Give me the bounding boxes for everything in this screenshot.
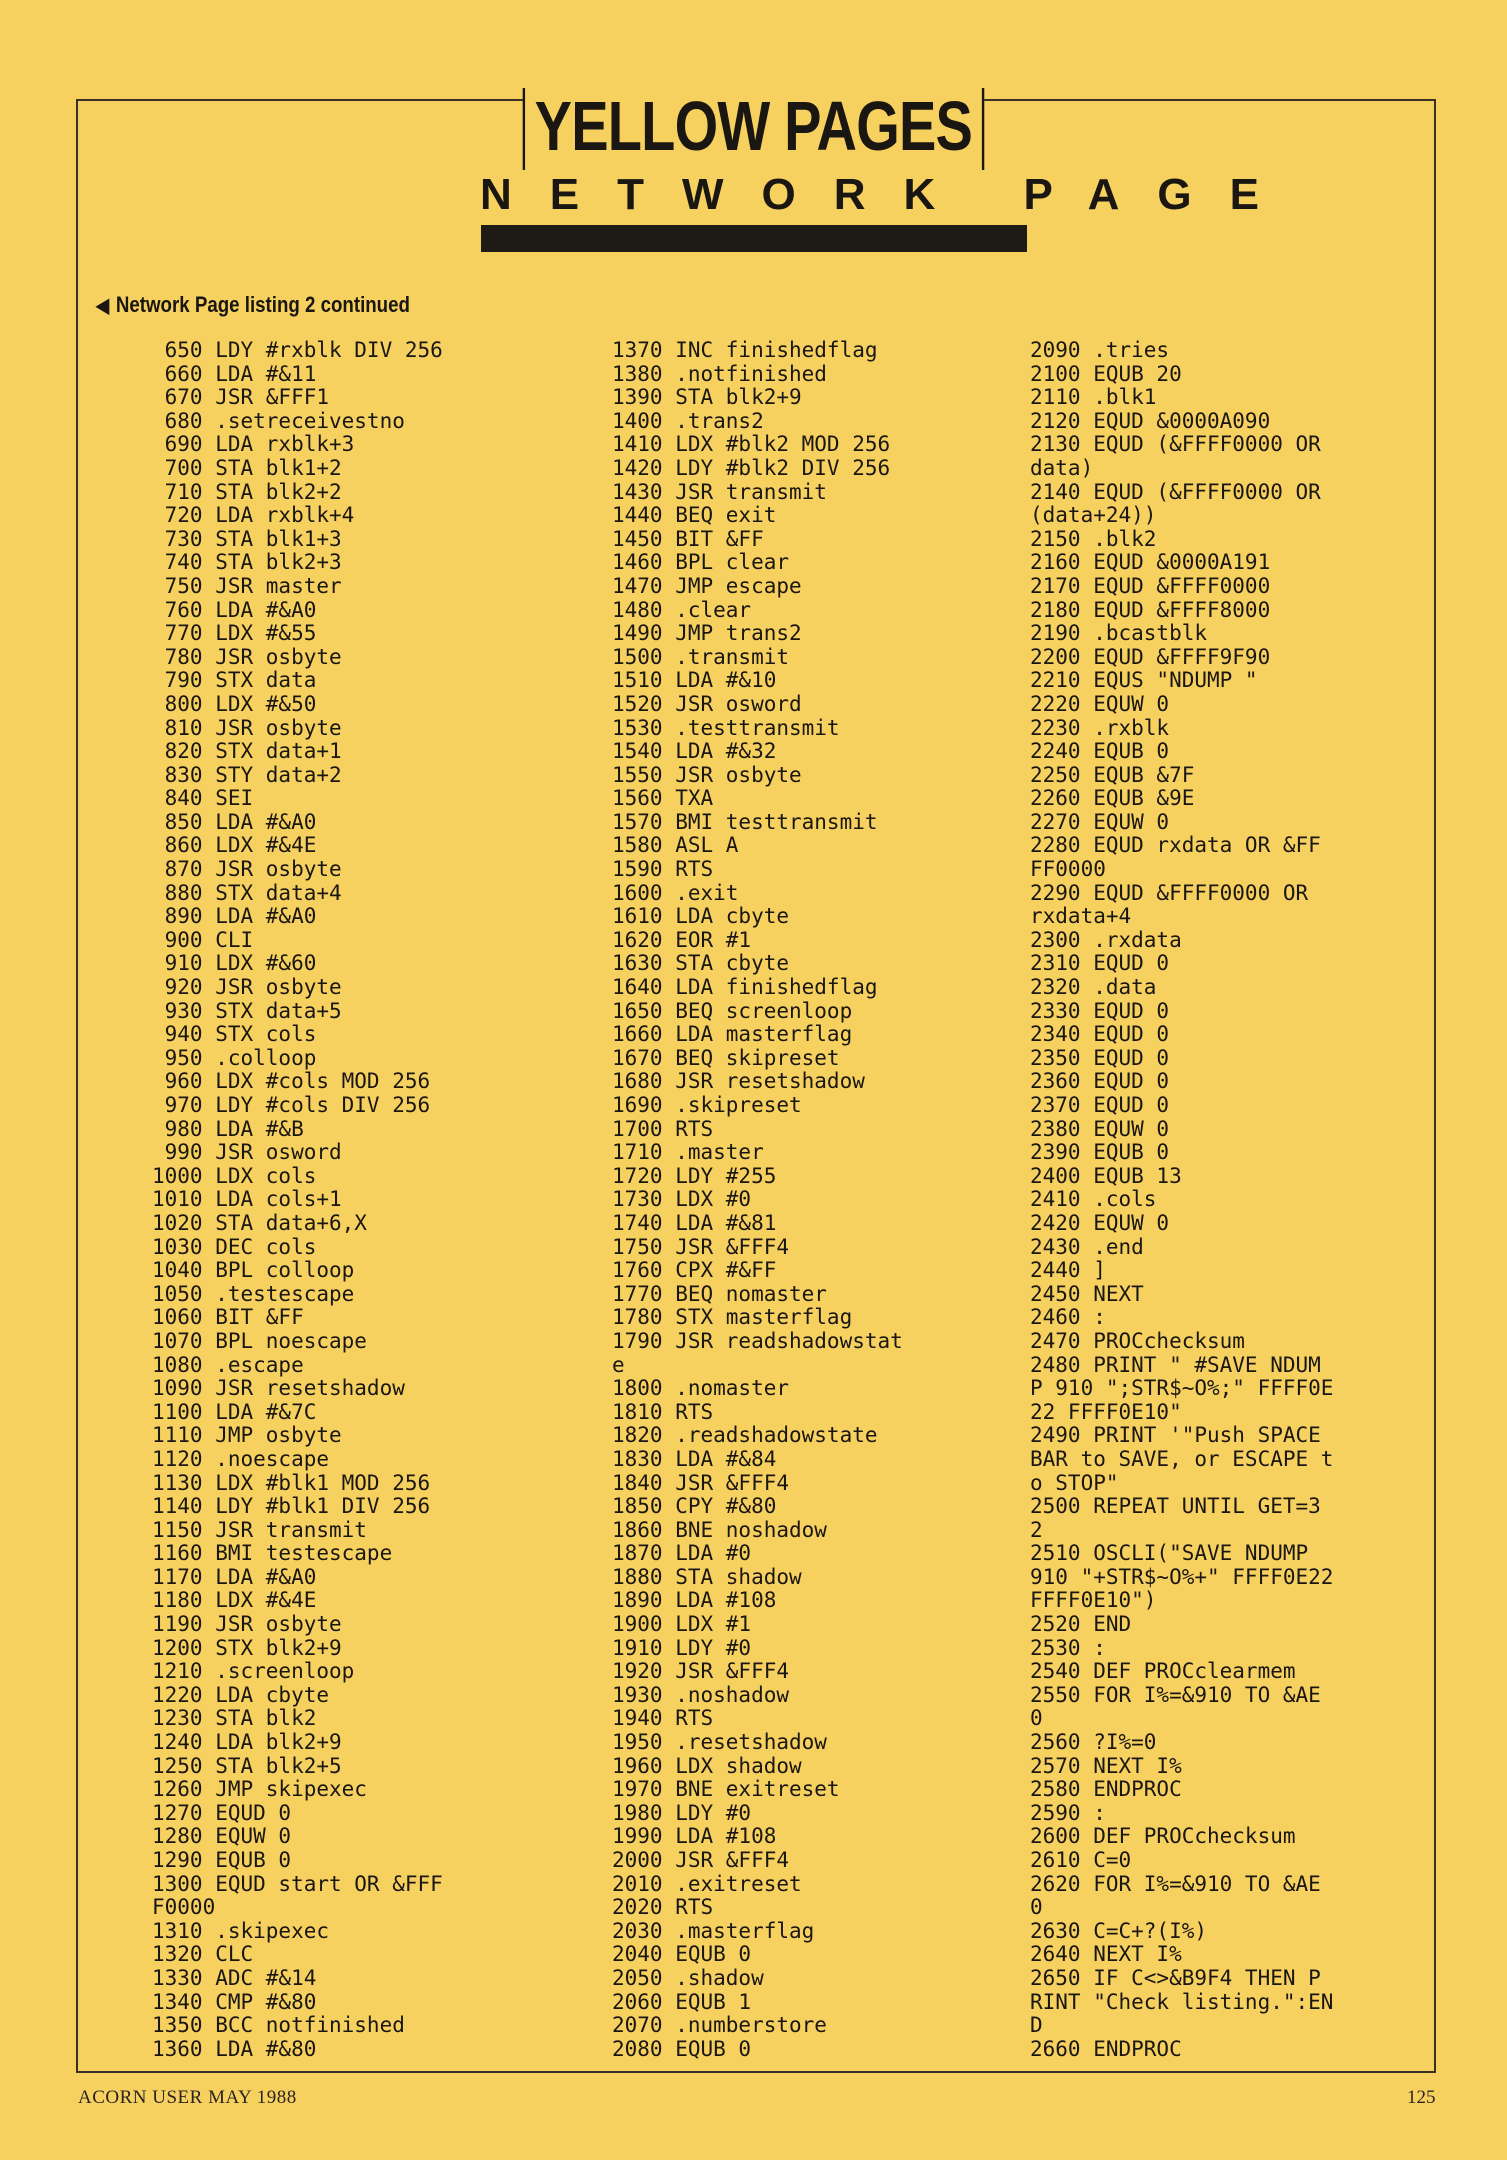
code-line: 0 — [1030, 1706, 1043, 1731]
code-line: 2170 EQUD &FFFF0000 — [1030, 573, 1271, 598]
code-line: 730 STA blk1+3 — [152, 526, 342, 551]
code-line: 2220 EQUW 0 — [1030, 691, 1170, 716]
code-line: 2160 EQUD &0000A191 — [1030, 550, 1271, 575]
code-line: 1590 RTS — [612, 857, 714, 882]
code-line: 1660 LDA masterflag — [612, 1022, 853, 1047]
code-line: 990 JSR osword — [152, 1140, 342, 1165]
code-line: 2480 PRINT " #SAVE NDUM — [1030, 1352, 1321, 1377]
code-line: 700 STA blk1+2 — [152, 455, 342, 480]
code-line: 2100 EQUB 20 — [1030, 361, 1182, 386]
code-line: 1890 LDA #108 — [612, 1588, 777, 1613]
code-line: 2320 .data — [1030, 975, 1157, 1000]
footer-issue: ACORN USER MAY 1988 — [78, 2087, 297, 2108]
code-line: 1940 RTS — [612, 1706, 714, 1731]
code-line: 2300 .rxdata — [1030, 927, 1182, 952]
code-line: 2530 : — [1030, 1635, 1106, 1660]
code-line: 1070 BPL noescape — [152, 1328, 367, 1353]
code-line: 1000 LDX cols — [152, 1163, 317, 1188]
code-line: 2040 EQUB 0 — [612, 1942, 752, 1967]
code-line: 2620 FOR I%=&910 TO &AE — [1030, 1871, 1321, 1896]
code-line: F0000 — [152, 1895, 216, 1920]
listing-column-1 — [152, 339, 443, 2061]
code-line: 2240 EQUB 0 — [1030, 739, 1170, 764]
code-line: P 910 ";STR$~O%;" FFFF0E — [1030, 1376, 1334, 1401]
code-line: 680 .setreceivestno — [152, 408, 405, 433]
code-line: 2610 C=0 — [1030, 1848, 1132, 1872]
code-line: 2210 EQUS "NDUMP " — [1030, 668, 1258, 693]
code-line: 1240 LDA blk2+9 — [152, 1730, 342, 1755]
code-line: 2510 OSCLI("SAVE NDUMP — [1030, 1541, 1309, 1566]
code-line: 2490 PRINT '"Push SPACE — [1030, 1423, 1321, 1448]
code-line: 920 JSR osbyte — [152, 975, 342, 1000]
code-line: 2400 EQUB 13 — [1030, 1163, 1182, 1188]
code-line: 1170 LDA #&A0 — [152, 1564, 317, 1589]
code-line: 1130 LDX #blk1 MOD 256 — [152, 1470, 431, 1495]
code-line: 2410 .cols — [1030, 1187, 1157, 1212]
code-line: 910 "+STR$~O%+" FFFF0E22 — [1030, 1564, 1334, 1589]
code-line: 720 LDA rxblk+4 — [152, 503, 355, 528]
code-line: 1860 BNE noshadow — [612, 1517, 827, 1542]
code-line: 1560 TXA — [612, 786, 714, 811]
code-line: 2640 NEXT I% — [1030, 1942, 1182, 1967]
code-line: 860 LDX #&4E — [152, 833, 317, 858]
code-line: 1290 EQUB 0 — [152, 1848, 292, 1872]
code-line: 1390 STA blk2+9 — [612, 385, 802, 410]
code-line: 1790 JSR readshadowstat — [612, 1328, 903, 1353]
code-line: 2140 EQUD (&FFFF0000 OR — [1030, 479, 1321, 504]
code-line: 1270 EQUD 0 — [152, 1800, 292, 1825]
code-line: 1200 STX blk2+9 — [152, 1635, 342, 1660]
code-line: 2590 : — [1030, 1800, 1106, 1825]
code-line: 1870 LDA #0 — [612, 1541, 752, 1566]
code-line: 1810 RTS — [612, 1399, 714, 1424]
code-line: 1550 JSR osbyte — [612, 762, 802, 787]
code-line: 1430 JSR transmit — [612, 479, 827, 504]
code-line: 2060 EQUB 1 — [612, 1989, 752, 2014]
code-line: 940 STX cols — [152, 1022, 317, 1047]
code-line: 1770 BEQ nomaster — [612, 1281, 827, 1306]
code-line: 1370 INC finishedflag — [612, 338, 878, 362]
code-line: 2270 EQUW 0 — [1030, 809, 1170, 834]
code-line: 1180 LDX #&4E — [152, 1588, 317, 1613]
code-line: 1620 EOR #1 — [612, 927, 752, 952]
code-line: 910 LDX #&60 — [152, 951, 317, 976]
code-line: 1670 BEQ skipreset — [612, 1045, 840, 1070]
code-line: 2120 EQUD &0000A090 — [1030, 408, 1271, 433]
code-line: 1280 EQUW 0 — [152, 1824, 292, 1849]
code-line: 1780 STX masterflag — [612, 1305, 853, 1330]
code-line: 1520 JSR osword — [612, 691, 802, 716]
code-line: 780 JSR osbyte — [152, 644, 342, 669]
code-line: 1610 LDA cbyte — [612, 904, 790, 929]
code-line: 2460 : — [1030, 1305, 1106, 1330]
code-line: 2080 EQUB 0 — [612, 2036, 752, 2061]
subtitle-bar — [481, 225, 1027, 252]
code-line: 2600 DEF PROCchecksum — [1030, 1824, 1296, 1849]
code-line: 2130 EQUD (&FFFF0000 OR — [1030, 432, 1321, 457]
code-line: 890 LDA #&A0 — [152, 904, 317, 929]
code-line: 2340 EQUD 0 — [1030, 1022, 1170, 1047]
code-line: 2150 .blk2 — [1030, 526, 1157, 551]
code-line: 1650 BEQ screenloop — [612, 998, 853, 1023]
code-line: 2660 ENDPROC — [1030, 2036, 1182, 2061]
code-line: 2650 IF C<>&B9F4 THEN P — [1030, 1965, 1321, 1990]
code-line: 1710 .master — [612, 1140, 764, 1165]
code-line: 1910 LDY #0 — [612, 1635, 752, 1660]
code-line: 1690 .skipreset — [612, 1093, 802, 1117]
code-line: 650 LDY #rxblk DIV 256 — [152, 338, 443, 362]
code-line: 1230 STA blk2 — [152, 1706, 317, 1731]
code-line: 1090 JSR resetshadow — [152, 1376, 405, 1401]
code-line: 690 LDA rxblk+3 — [152, 432, 355, 457]
code-line: 950 .colloop — [152, 1045, 317, 1070]
code-line: 2350 EQUD 0 — [1030, 1045, 1170, 1070]
code-line: 2310 EQUD 0 — [1030, 951, 1170, 976]
code-line: data) — [1030, 455, 1094, 480]
code-line: 1300 EQUD start OR &FFF — [152, 1871, 443, 1896]
code-line: 1570 BMI testtransmit — [612, 809, 878, 834]
code-line: 2280 EQUD rxdata OR &FF — [1030, 833, 1321, 858]
code-line: 0 — [1030, 1895, 1043, 1920]
code-line: 1120 .noescape — [152, 1446, 330, 1471]
continued-label: Network Page listing 2 continued — [115, 292, 410, 317]
code-line: 2290 EQUD &FFFF0000 OR — [1030, 880, 1309, 905]
code-line: 970 LDY #cols DIV 256 — [152, 1093, 431, 1117]
code-line: 660 LDA #&11 — [152, 361, 317, 386]
page-number: 125 — [1407, 2087, 1436, 2108]
code-line: 2520 END — [1030, 1612, 1132, 1637]
code-line: 2580 ENDPROC — [1030, 1777, 1182, 1802]
code-line: 2420 EQUW 0 — [1030, 1210, 1170, 1235]
code-line: 1440 BEQ exit — [612, 503, 777, 528]
code-line: 1640 LDA finishedflag — [612, 975, 878, 1000]
code-line: 2630 C=C+?(I%) — [1030, 1918, 1208, 1943]
code-line: 1760 CPX #&FF — [612, 1258, 777, 1283]
code-line: 1900 LDX #1 — [612, 1612, 752, 1637]
code-line: 1930 .noshadow — [612, 1682, 790, 1707]
listing-column-2 — [612, 339, 903, 2061]
code-line: 2330 EQUD 0 — [1030, 998, 1170, 1023]
code-line: 1060 BIT &FF — [152, 1305, 304, 1330]
code-line: 2000 JSR &FFF4 — [612, 1848, 790, 1872]
code-line: 1820 .readshadowstate — [612, 1423, 878, 1448]
listing-column-3 — [1030, 339, 1333, 2061]
code-line: 740 STA blk2+3 — [152, 550, 342, 575]
code-line: 1700 RTS — [612, 1116, 714, 1141]
code-line: 1220 LDA cbyte — [152, 1682, 330, 1707]
code-line: 2030 .masterflag — [612, 1918, 815, 1943]
back-arrow-icon: ◀ — [96, 295, 110, 317]
code-line: 840 SEI — [152, 786, 254, 811]
code-line: 1410 LDX #blk2 MOD 256 — [612, 432, 891, 457]
code-line: 2500 REPEAT UNTIL GET=3 — [1030, 1494, 1321, 1519]
code-line: 2020 RTS — [612, 1895, 714, 1920]
code-line: 1880 STA shadow — [612, 1564, 802, 1589]
code-line: 2250 EQUB &7F — [1030, 762, 1195, 787]
code-line: rxdata+4 — [1030, 904, 1132, 929]
code-line: 710 STA blk2+2 — [152, 479, 342, 504]
code-line: 880 STX data+4 — [152, 880, 342, 905]
code-line: 1030 DEC cols — [152, 1234, 317, 1259]
code-line: 1010 LDA cols+1 — [152, 1187, 342, 1212]
code-line: 980 LDA #&B — [152, 1116, 304, 1141]
code-line: 800 LDX #&50 — [152, 691, 317, 716]
code-line: 930 STX data+5 — [152, 998, 342, 1023]
code-line: D — [1030, 2013, 1043, 2038]
continued-heading — [96, 290, 410, 321]
code-line: 2050 .shadow — [612, 1965, 764, 1990]
code-line: 2180 EQUD &FFFF8000 — [1030, 597, 1271, 622]
code-line: 1140 LDY #blk1 DIV 256 — [152, 1494, 431, 1519]
code-line: 790 STX data — [152, 668, 317, 693]
code-line: 1510 LDA #&10 — [612, 668, 777, 693]
code-line: 2110 .blk1 — [1030, 385, 1157, 410]
code-line: 770 LDX #&55 — [152, 621, 317, 646]
code-line: 2550 FOR I%=&910 TO &AE — [1030, 1682, 1321, 1707]
code-line: 1960 LDX shadow — [612, 1753, 802, 1778]
code-line: 1500 .transmit — [612, 644, 790, 669]
code-line: 2200 EQUD &FFFF9F90 — [1030, 644, 1271, 669]
code-line: 1100 LDA #&7C — [152, 1399, 317, 1424]
code-line: 750 JSR master — [152, 573, 342, 598]
section-subtitle: NETWORK PAGE — [480, 170, 1297, 219]
code-line: 2190 .bcastblk — [1030, 621, 1208, 646]
code-line: 1480 .clear — [612, 597, 752, 622]
code-line: 1260 JMP skipexec — [152, 1777, 367, 1802]
code-line: 1950 .resetshadow — [612, 1730, 827, 1755]
code-line: 960 LDX #cols MOD 256 — [152, 1069, 431, 1094]
code-line: 1190 JSR osbyte — [152, 1612, 342, 1637]
code-line: 1420 LDY #blk2 DIV 256 — [612, 455, 891, 480]
code-line: 2090 .tries — [1030, 338, 1170, 362]
code-line: 2010 .exitreset — [612, 1871, 802, 1896]
code-line: 1800 .nomaster — [612, 1376, 790, 1401]
code-line: 2 — [1030, 1517, 1043, 1542]
code-line: 1540 LDA #&32 — [612, 739, 777, 764]
code-line: 1110 JMP osbyte — [152, 1423, 342, 1448]
code-line: 2440 ] — [1030, 1258, 1106, 1283]
code-line: 1050 .testescape — [152, 1281, 355, 1306]
code-line: 1680 JSR resetshadow — [612, 1069, 865, 1094]
code-line: 1040 BPL colloop — [152, 1258, 355, 1283]
code-line: 870 JSR osbyte — [152, 857, 342, 882]
code-line: 1630 STA cbyte — [612, 951, 790, 976]
code-line: 1840 JSR &FFF4 — [612, 1470, 790, 1495]
code-line: 1400 .trans2 — [612, 408, 764, 433]
code-line: 2430 .end — [1030, 1234, 1144, 1259]
code-line: 1720 LDY #255 — [612, 1163, 777, 1188]
code-line: 1330 ADC #&14 — [152, 1965, 317, 1990]
code-line: 1360 LDA #&80 — [152, 2036, 317, 2061]
code-line: 1340 CMP #&80 — [152, 1989, 317, 2014]
code-line: 670 JSR &FFF1 — [152, 385, 330, 410]
code-line: 1150 JSR transmit — [152, 1517, 367, 1542]
code-line: 850 LDA #&A0 — [152, 809, 317, 834]
code-line: 1750 JSR &FFF4 — [612, 1234, 790, 1259]
code-line: 1990 LDA #108 — [612, 1824, 777, 1849]
code-line: 760 LDA #&A0 — [152, 597, 317, 622]
code-line: 2390 EQUB 0 — [1030, 1140, 1170, 1165]
code-line: 820 STX data+1 — [152, 739, 342, 764]
code-line: 1980 LDY #0 — [612, 1800, 752, 1825]
code-line: 1450 BIT &FF — [612, 526, 764, 551]
code-line: 1380 .notfinished — [612, 361, 827, 386]
code-line: 1530 .testtransmit — [612, 715, 840, 740]
code-line: 2260 EQUB &9E — [1030, 786, 1195, 811]
code-line: 1580 ASL A — [612, 833, 739, 858]
code-line: 1210 .screenloop — [152, 1659, 355, 1684]
code-line: RINT "Check listing.":EN — [1030, 1989, 1334, 2014]
code-line: 2470 PROCchecksum — [1030, 1328, 1245, 1353]
code-line: 1730 LDX #0 — [612, 1187, 752, 1212]
code-line: 2370 EQUD 0 — [1030, 1093, 1170, 1117]
code-line: 1160 BMI testescape — [152, 1541, 393, 1566]
code-line: 1740 LDA #&81 — [612, 1210, 777, 1235]
code-line: 900 CLI — [152, 927, 254, 952]
page-header — [0, 88, 1507, 170]
code-line: 810 JSR osbyte — [152, 715, 342, 740]
code-line: 1490 JMP trans2 — [612, 621, 802, 646]
code-line: 1850 CPY #&80 — [612, 1494, 777, 1519]
code-line: FFFF0E10") — [1030, 1588, 1157, 1613]
code-line: 22 FFFF0E10" — [1030, 1399, 1182, 1424]
code-line: e — [612, 1352, 625, 1377]
code-line: 2230 .rxblk — [1030, 715, 1170, 740]
code-line: 1310 .skipexec — [152, 1918, 330, 1943]
code-line: o STOP" — [1030, 1470, 1119, 1495]
code-line: 2540 DEF PROCclearmem — [1030, 1659, 1296, 1684]
code-line: (data+24)) — [1030, 503, 1157, 528]
code-line: FF0000 — [1030, 857, 1106, 882]
code-line: 1600 .exit — [612, 880, 739, 905]
code-line: 2070 .numberstore — [612, 2013, 827, 2038]
code-line: 1080 .escape — [152, 1352, 304, 1377]
section-title: YELLOW PAGES — [523, 88, 984, 170]
code-line: 830 STY data+2 — [152, 762, 342, 787]
code-line: 2570 NEXT I% — [1030, 1753, 1182, 1778]
code-line: 1020 STA data+6,X — [152, 1210, 367, 1235]
code-line: 2560 ?I%=0 — [1030, 1730, 1157, 1755]
code-line: 1320 CLC — [152, 1942, 254, 1967]
code-line: 2380 EQUW 0 — [1030, 1116, 1170, 1141]
code-line: 1830 LDA #&84 — [612, 1446, 777, 1471]
code-line: 1460 BPL clear — [612, 550, 790, 575]
code-line: 1970 BNE exitreset — [612, 1777, 840, 1802]
code-line: 1250 STA blk2+5 — [152, 1753, 342, 1778]
code-line: 1350 BCC notfinished — [152, 2013, 405, 2038]
code-line: 1470 JMP escape — [612, 573, 802, 598]
code-line: BAR to SAVE, or ESCAPE t — [1030, 1446, 1334, 1471]
code-line: 2450 NEXT — [1030, 1281, 1144, 1306]
code-line: 1920 JSR &FFF4 — [612, 1659, 790, 1684]
code-line: 2360 EQUD 0 — [1030, 1069, 1170, 1094]
